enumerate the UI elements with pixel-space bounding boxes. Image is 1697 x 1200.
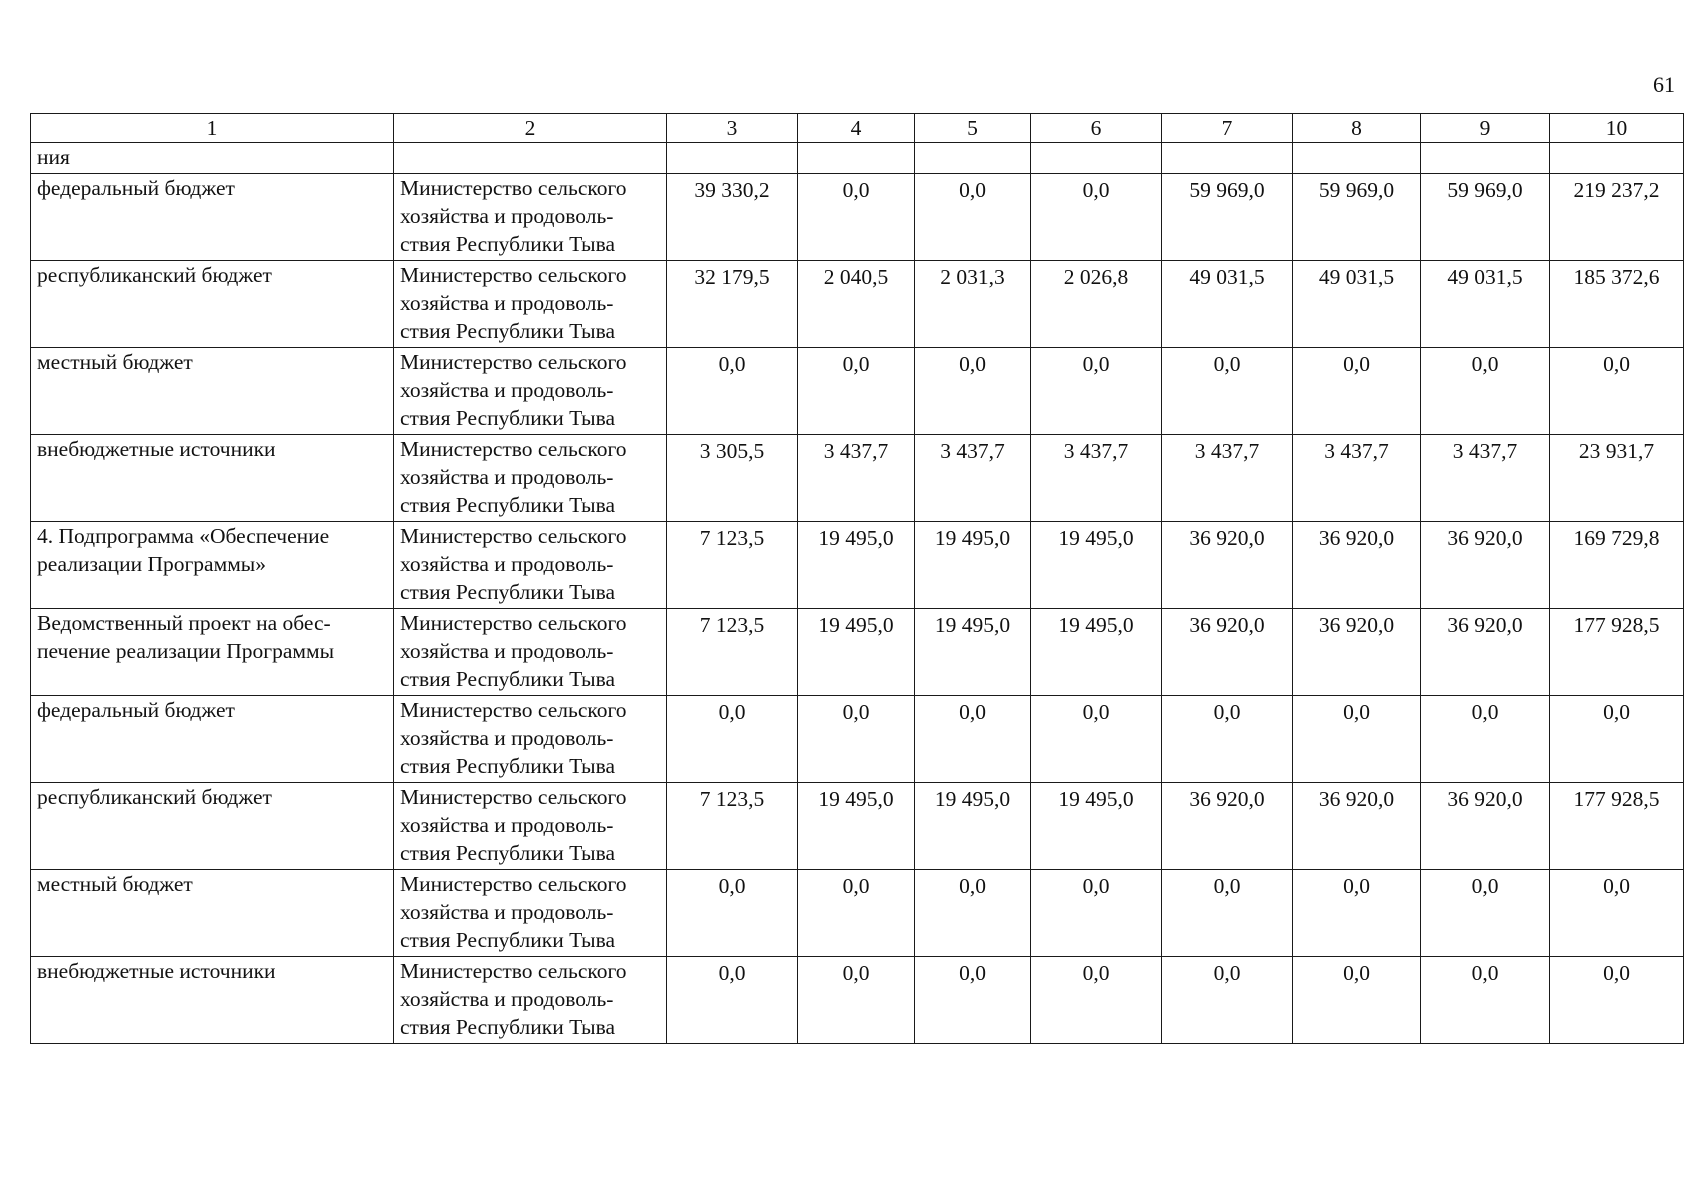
table-row xyxy=(31,174,1684,261)
row-value: 0,0 xyxy=(1031,696,1162,783)
row-name: местный бюджет xyxy=(31,870,394,957)
table-row xyxy=(31,435,1684,522)
row-value: 19 495,0 xyxy=(798,609,915,696)
row-total: 177 928,5 xyxy=(1550,609,1684,696)
row-org: Министерство сельского хозяйства и продоволь-ствия Республики Тыва xyxy=(394,783,667,870)
row-total: 23 931,7 xyxy=(1550,435,1684,522)
row-value: 36 920,0 xyxy=(1293,609,1421,696)
table-row xyxy=(31,261,1684,348)
row-value: 19 495,0 xyxy=(915,522,1031,609)
row-value: 3 437,7 xyxy=(1162,435,1293,522)
row-value: 0,0 xyxy=(1293,696,1421,783)
table-row xyxy=(31,609,1684,696)
row-value: 19 495,0 xyxy=(1031,783,1162,870)
row-value: 0,0 xyxy=(798,696,915,783)
row-total: 0,0 xyxy=(1550,696,1684,783)
row-value: 7 123,5 xyxy=(667,609,798,696)
row-value: 0,0 xyxy=(667,348,798,435)
row-value: 0,0 xyxy=(915,957,1031,1044)
row-value: 0,0 xyxy=(1293,870,1421,957)
row-value: 0,0 xyxy=(798,957,915,1044)
row-value: 7 123,5 xyxy=(667,522,798,609)
row-value: 3 437,7 xyxy=(915,435,1031,522)
row-name: республиканский бюджет xyxy=(31,783,394,870)
row-name: внебюджетные источники xyxy=(31,957,394,1044)
row-total: 185 372,6 xyxy=(1550,261,1684,348)
row-value: 0,0 xyxy=(915,348,1031,435)
header-cell: 3 xyxy=(667,114,798,143)
row-value: 3 437,7 xyxy=(1421,435,1550,522)
row-name: местный бюджет xyxy=(31,348,394,435)
row-value: 36 920,0 xyxy=(1293,522,1421,609)
row-org: Министерство сельского хозяйства и продоволь-ствия Республики Тыва xyxy=(394,261,667,348)
row-org: Министерство сельского хозяйства и продоволь-ствия Республики Тыва xyxy=(394,435,667,522)
row-value: 0,0 xyxy=(1031,957,1162,1044)
row-org: Министерство сельского хозяйства и продоволь-ствия Республики Тыва xyxy=(394,522,667,609)
row-value: 3 437,7 xyxy=(798,435,915,522)
row-value: 0,0 xyxy=(1162,348,1293,435)
row-value: 59 969,0 xyxy=(1293,174,1421,261)
row-value: 0,0 xyxy=(1031,870,1162,957)
row-value: 0,0 xyxy=(1162,870,1293,957)
header-cell: 9 xyxy=(1421,114,1550,143)
row-value: 0,0 xyxy=(798,870,915,957)
row-name: Ведомственный проект на обес-печение реализации Программы xyxy=(31,609,394,696)
table-cell xyxy=(1031,143,1162,174)
row-value: 59 969,0 xyxy=(1162,174,1293,261)
row-org: Министерство сельского хозяйства и продоволь-ствия Республики Тыва xyxy=(394,870,667,957)
row-value: 0,0 xyxy=(915,174,1031,261)
table-row xyxy=(31,957,1684,1044)
row-value: 39 330,2 xyxy=(667,174,798,261)
table-cell xyxy=(915,143,1031,174)
row-total: 219 237,2 xyxy=(1550,174,1684,261)
row-total: 169 729,8 xyxy=(1550,522,1684,609)
row-value: 36 920,0 xyxy=(1162,522,1293,609)
row-name: республиканский бюджет xyxy=(31,261,394,348)
table-cell xyxy=(1293,143,1421,174)
budget-table xyxy=(30,113,1684,1044)
row-value: 2 031,3 xyxy=(915,261,1031,348)
table-row xyxy=(31,696,1684,783)
row-value: 19 495,0 xyxy=(1031,522,1162,609)
row-name: ния xyxy=(31,143,394,174)
row-value: 0,0 xyxy=(1421,957,1550,1044)
row-value: 19 495,0 xyxy=(798,522,915,609)
row-value: 2 026,8 xyxy=(1031,261,1162,348)
row-value: 0,0 xyxy=(1421,696,1550,783)
row-value: 19 495,0 xyxy=(798,783,915,870)
row-value: 19 495,0 xyxy=(1031,609,1162,696)
row-value: 0,0 xyxy=(915,870,1031,957)
row-value: 0,0 xyxy=(798,348,915,435)
row-value: 0,0 xyxy=(667,957,798,1044)
row-value: 0,0 xyxy=(667,696,798,783)
row-value: 0,0 xyxy=(1421,870,1550,957)
row-value: 0,0 xyxy=(1162,957,1293,1044)
table-row xyxy=(31,522,1684,609)
row-value: 0,0 xyxy=(667,870,798,957)
row-value: 0,0 xyxy=(1031,174,1162,261)
row-total: 0,0 xyxy=(1550,957,1684,1044)
row-org: Министерство сельского хозяйства и продоволь-ствия Республики Тыва xyxy=(394,696,667,783)
row-value: 0,0 xyxy=(1031,348,1162,435)
row-value: 36 920,0 xyxy=(1421,609,1550,696)
row-org: Министерство сельского хозяйства и продоволь-ствия Республики Тыва xyxy=(394,957,667,1044)
table-cell xyxy=(394,143,667,174)
header-row xyxy=(31,114,1684,143)
page-number: 61 xyxy=(1653,72,1675,97)
row-value: 3 437,7 xyxy=(1293,435,1421,522)
table-cell xyxy=(1550,143,1684,174)
continuation-row xyxy=(31,143,1684,174)
row-value: 36 920,0 xyxy=(1421,783,1550,870)
row-value: 0,0 xyxy=(798,174,915,261)
table-row xyxy=(31,783,1684,870)
row-value: 49 031,5 xyxy=(1162,261,1293,348)
row-value: 36 920,0 xyxy=(1293,783,1421,870)
row-total: 0,0 xyxy=(1550,870,1684,957)
table-cell xyxy=(1162,143,1293,174)
row-value: 32 179,5 xyxy=(667,261,798,348)
row-value: 0,0 xyxy=(915,696,1031,783)
row-value: 19 495,0 xyxy=(915,609,1031,696)
row-name: внебюджетные источники xyxy=(31,435,394,522)
row-value: 36 920,0 xyxy=(1421,522,1550,609)
row-value: 49 031,5 xyxy=(1293,261,1421,348)
row-value: 3 305,5 xyxy=(667,435,798,522)
header-cell: 10 xyxy=(1550,114,1684,143)
header-cell: 2 xyxy=(394,114,667,143)
row-value: 3 437,7 xyxy=(1031,435,1162,522)
table-cell xyxy=(667,143,798,174)
row-value: 49 031,5 xyxy=(1421,261,1550,348)
row-value: 0,0 xyxy=(1421,348,1550,435)
table-row xyxy=(31,348,1684,435)
table-row xyxy=(31,870,1684,957)
header-cell: 5 xyxy=(915,114,1031,143)
row-name: федеральный бюджет xyxy=(31,696,394,783)
header-cell: 1 xyxy=(31,114,394,143)
header-cell: 8 xyxy=(1293,114,1421,143)
row-org: Министерство сельского хозяйства и продоволь-ствия Республики Тыва xyxy=(394,609,667,696)
row-value: 0,0 xyxy=(1293,957,1421,1044)
row-value: 7 123,5 xyxy=(667,783,798,870)
row-name: 4. Подпрограмма «Обеспечение реализации Программы» xyxy=(31,522,394,609)
row-value: 36 920,0 xyxy=(1162,783,1293,870)
header-cell: 7 xyxy=(1162,114,1293,143)
row-total: 0,0 xyxy=(1550,348,1684,435)
row-value: 0,0 xyxy=(1162,696,1293,783)
table-cell xyxy=(1421,143,1550,174)
row-name: федеральный бюджет xyxy=(31,174,394,261)
row-value: 0,0 xyxy=(1293,348,1421,435)
row-value: 59 969,0 xyxy=(1421,174,1550,261)
row-org: Министерство сельского хозяйства и продоволь-ствия Республики Тыва xyxy=(394,174,667,261)
row-value: 2 040,5 xyxy=(798,261,915,348)
row-value: 19 495,0 xyxy=(915,783,1031,870)
table-cell xyxy=(798,143,915,174)
row-total: 177 928,5 xyxy=(1550,783,1684,870)
row-org: Министерство сельского хозяйства и продоволь-ствия Республики Тыва xyxy=(394,348,667,435)
row-value: 36 920,0 xyxy=(1162,609,1293,696)
header-cell: 4 xyxy=(798,114,915,143)
header-cell: 6 xyxy=(1031,114,1162,143)
